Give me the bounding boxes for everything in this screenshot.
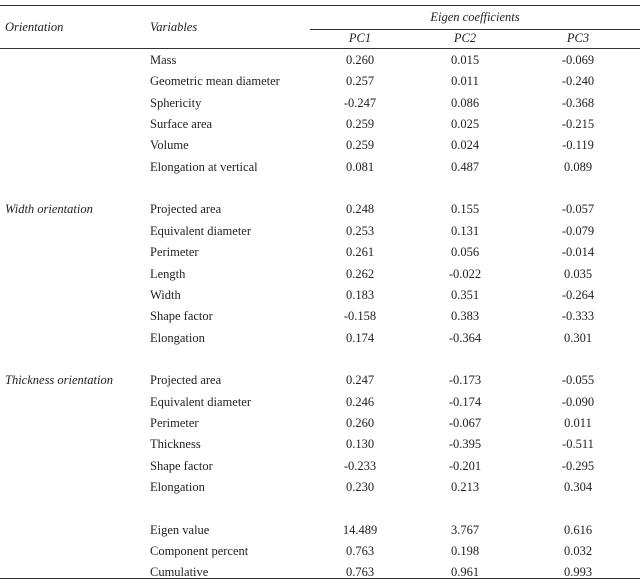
pc1-value: 0.262 [345,266,375,281]
pc3-value: -0.264 [561,287,595,302]
variable-name: Elongation [150,330,205,345]
pc2-value: 0.383 [450,309,480,324]
variable-name: Perimeter [150,245,199,260]
pc1-value: 0.259 [345,117,375,132]
pc1-value: 0.248 [345,202,375,217]
pc1-value: 0.253 [345,223,375,238]
pc2-value: -0.173 [448,373,482,388]
variable-name: Projected area [150,202,222,217]
pc2-value: 0.131 [450,223,480,238]
pc2-value: 0.198 [450,544,480,559]
pc3-value: -0.295 [561,458,595,473]
pc1-value: 14.489 [342,522,378,537]
pc1-value: -0.247 [343,95,377,110]
variable-name: Width [150,287,181,302]
header-variables: Variables [150,20,198,34]
header-bottom-rule [0,48,640,49]
pc2-value: -0.364 [448,330,482,345]
pc3-value: -0.119 [562,138,594,153]
pc2-value: 0.961 [450,565,480,580]
pc1-value: 0.183 [345,287,375,302]
pc2-value: 0.086 [450,95,480,110]
variable-name: Perimeter [150,415,199,430]
top-rule [0,5,640,6]
pc3-value: -0.511 [562,437,594,452]
group-label: Width orientation [5,202,93,217]
header-eigen-coefficients: Eigen coefficients [430,10,520,24]
pc2-value: -0.395 [448,437,482,452]
pc2-value: -0.067 [448,415,482,430]
variable-name: Cumulative [150,565,209,580]
pc1-value: 0.257 [345,74,375,89]
pc2-value: 0.011 [451,74,479,89]
pc3-value: 0.304 [563,480,593,494]
variable-name: Equivalent diameter [150,223,252,238]
variable-name: Equivalent diameter [150,394,252,409]
pc3-value: -0.333 [561,309,595,324]
group-header-rule [310,29,640,30]
header-pc2: PC2 [453,31,477,45]
pc3-value: -0.055 [561,373,595,388]
pc1-value: 0.230 [345,480,375,494]
pc2-value: 0.015 [450,53,480,67]
pc2-value: 0.025 [450,117,480,132]
pc1-value: 0.130 [345,437,375,452]
variable-name: Thickness [150,437,201,452]
pc3-value: 0.616 [563,522,593,537]
pc2-value: 0.056 [450,245,480,260]
pc3-value: 0.011 [564,415,592,430]
pc3-value: -0.215 [561,117,595,132]
header-pc1: PC1 [348,31,372,45]
variable-name: Length [150,266,186,281]
variable-name: Surface area [150,117,213,132]
pc1-value: 0.261 [345,245,375,260]
pc1-value: 0.259 [345,138,375,153]
variable-name: Volume [150,138,189,153]
pc2-value: 0.487 [450,159,480,174]
pc2-value: 0.155 [450,202,480,217]
pc1-value: 0.763 [345,544,375,559]
pc1-value: -0.233 [343,458,377,473]
pc1-value: 0.246 [345,394,375,409]
pc2-value: 0.024 [450,138,480,153]
pc3-value: -0.057 [561,202,595,217]
pc1-value: 0.174 [345,330,375,345]
pc1-value: 0.247 [345,373,375,388]
variable-name: Mass [150,53,177,67]
pc1-value: 0.260 [345,53,375,67]
header-pc3: PC3 [566,31,590,45]
pc3-value: -0.368 [561,95,595,110]
pc3-value: 0.993 [563,565,593,580]
pc2-value: -0.022 [448,266,482,281]
variable-name: Elongation at vertical [150,159,258,174]
header-orientation: Orientation [5,20,64,34]
pc3-value: 0.089 [563,159,593,174]
variable-name: Projected area [150,373,222,388]
variable-name: Geometric mean diameter [150,74,280,89]
group-label: Thickness orientation [5,373,113,388]
variable-name: Shape factor [150,309,213,324]
pc2-value: 0.351 [450,287,480,302]
pc3-value: 0.035 [563,266,593,281]
pc1-value: 0.763 [345,565,375,580]
pc1-value: -0.158 [343,309,377,324]
pc1-value: 0.081 [345,159,375,174]
pc3-value: -0.240 [561,74,595,89]
variable-name: Elongation [150,480,205,494]
pc2-value: -0.201 [448,458,482,473]
pc2-value: 3.767 [450,522,480,537]
pc3-value: -0.069 [561,53,595,67]
pc3-value: -0.014 [561,245,595,260]
pc2-value: -0.174 [448,394,482,409]
pc3-value: 0.032 [563,544,593,559]
variable-name: Sphericity [150,95,202,110]
pc3-value: -0.079 [561,223,595,238]
pc3-value: -0.090 [561,394,595,409]
variable-name: Eigen value [150,522,210,537]
pc1-value: 0.260 [345,415,375,430]
pc2-value: 0.213 [450,480,480,494]
variable-name: Shape factor [150,458,213,473]
pc3-value: 0.301 [563,330,593,345]
variable-name: Component percent [150,544,249,559]
